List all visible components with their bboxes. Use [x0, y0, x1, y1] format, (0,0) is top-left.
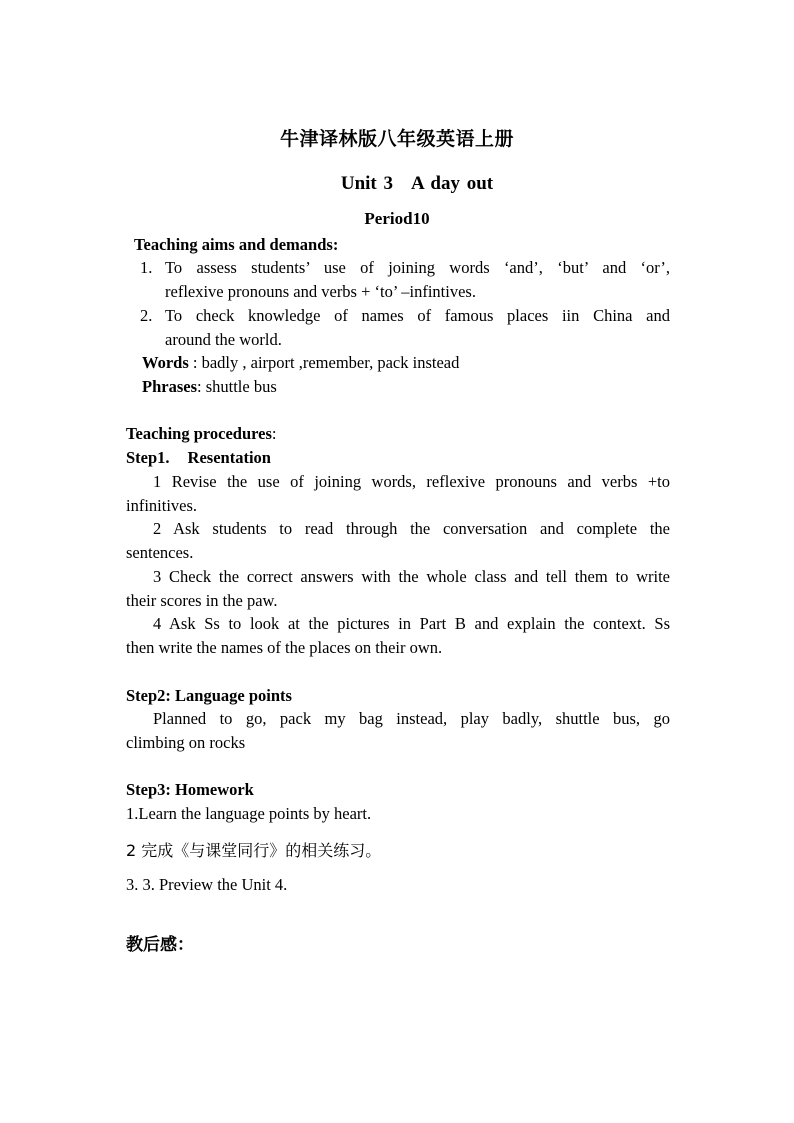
step1-item-2-line2: sentences.	[126, 543, 194, 562]
aim-2-number: 2.	[140, 306, 153, 325]
phrases-text: : shuttle bus	[197, 377, 277, 396]
step1-item-3-line2: their scores in the paw.	[126, 591, 278, 610]
aims-heading: Teaching aims and demands:	[134, 235, 339, 254]
aim-1-line2: reflexive pronouns and verbs + ‘to’ –infintives.	[165, 282, 476, 301]
step2-line1: Planned to go, pack my bag instead, play badly, shuttle bus, go	[153, 709, 670, 728]
homework-item-1: 1.Learn the language points by heart.	[126, 804, 372, 823]
aim-2-line2: around the world.	[165, 330, 282, 349]
step2-line2: climbing on rocks	[126, 733, 246, 752]
procedures-colon: :	[271, 424, 277, 443]
homework-item-3: 3. 3. Preview the Unit 4.	[126, 875, 288, 894]
step3-heading: Step3: Homework	[126, 780, 254, 799]
words-label: Words	[142, 353, 189, 372]
unit-heading	[0, 173, 794, 195]
phrases-line	[142, 375, 277, 399]
words-text: : badly , airport ,remember, pack instead	[188, 353, 460, 372]
unit-label: Unit 3	[340, 173, 393, 194]
procedures-heading	[126, 422, 277, 446]
step2-heading: Step2: Language points	[126, 686, 292, 705]
step1-label: Step1.	[126, 448, 170, 467]
step1-heading	[126, 446, 271, 470]
step1-item-1-line1: 1 Revise the use of joining words, reflexive pronouns and verbs +to	[153, 472, 670, 491]
period-heading: Period10	[364, 209, 430, 228]
step1-item-1-line2: infinitives.	[126, 496, 198, 515]
unit-title: A day out	[411, 173, 494, 194]
aim-1-number: 1.	[140, 258, 153, 277]
procedures-heading-text: Teaching procedures	[126, 424, 272, 443]
step1-item-3-line1: 3 Check the correct answers with the whole class and tell them to write	[153, 567, 670, 586]
step1-item-4-line1: 4 Ask Ss to look at the pictures in Part B and explain the context. Ss	[153, 614, 670, 633]
document-title: 牛津译林版八年级英语上册	[279, 128, 514, 150]
words-line	[142, 351, 459, 375]
step1-title: Resentation	[187, 448, 271, 467]
step1-item-4-line2: then write the names of the places on their own.	[126, 638, 443, 657]
step1-item-2-line1: 2 Ask students to read through the conversation and complete the	[153, 519, 670, 538]
aim-2-line1: To check knowledge of names of famous places iin China and	[165, 306, 670, 325]
reflection-heading: 教后感：	[126, 935, 194, 955]
phrases-label: Phrases	[142, 377, 197, 396]
homework-item-2: 2 完成《与课堂同行》的相关练习。	[126, 841, 382, 860]
aim-1-line1: To assess students’ use of joining words ‘and’, ‘but’ and ‘or’,	[165, 258, 670, 277]
